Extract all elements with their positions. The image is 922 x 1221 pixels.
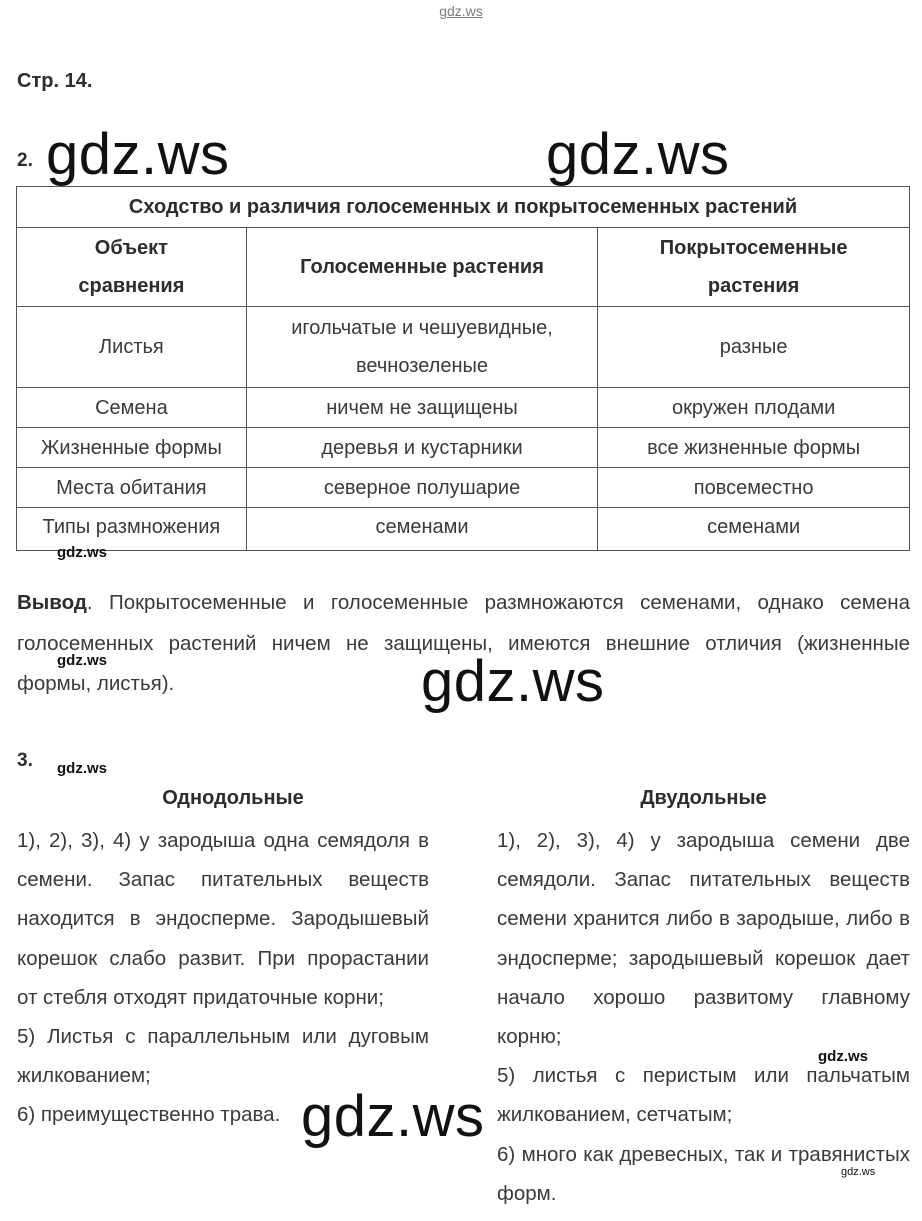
table-row — [17, 508, 910, 551]
page-label: Стр. 14. — [17, 70, 93, 92]
watermark-top: gdz.ws — [439, 3, 483, 19]
cell-angio: семенами — [598, 508, 910, 551]
monocots-paragraph: 6) преимущественно трава. — [17, 1103, 281, 1127]
task-3-number: 3. — [17, 750, 33, 771]
header-object: Объект сравнения — [17, 228, 247, 307]
watermark-small: gdz.ws — [57, 652, 108, 669]
cell-gymno: деревья и кустарники — [246, 428, 598, 468]
cell-angio: повсеместно — [598, 468, 910, 508]
dicots-paragraph: 6) много как древесных, так и травянистых форм. — [497, 1142, 910, 1205]
header-angiosperms: Покрытосеменные растения — [598, 228, 910, 307]
cell-gymno: игольчатые и чешуевидные, вечнозеленые — [246, 307, 598, 388]
dicots-title: Двудольные — [640, 787, 767, 809]
table-title: Сходство и различия голосеменных и покрытосеменных растений — [17, 187, 910, 228]
table-header-row — [17, 228, 910, 307]
watermark-small: gdz.ws — [57, 760, 108, 777]
watermark-tiny: gdz.ws — [841, 1166, 876, 1178]
table-row — [17, 388, 910, 428]
table-title-row — [17, 187, 910, 228]
conclusion-text: . Покрытосеменные и голосеменные размножаются семенами, однако семена голосеменных растений ничем не защищены, имеются внешние отличия (жизненные формы, листья). — [17, 591, 910, 695]
monocots-paragraph: 1), 2), 3), 4) у зародыша одна семядоля в семени. Запас питательных веществ находится в эндосперме. Зародышевый корешок слабо развит. При прорастании от стебля отходят придаточные корни; — [17, 829, 429, 1009]
cell-gymno: северное полушарие — [246, 468, 598, 508]
cell-angio: все жизненные формы — [598, 428, 910, 468]
table-row — [17, 307, 910, 388]
task-2-number: 2. — [17, 150, 33, 171]
monocots-title: Однодольные — [162, 787, 304, 809]
dicots-paragraph: 1), 2), 3), 4) у зародыша семени две семядоли. Запас питательных веществ семени хранится либо в зародыше, либо в эндосперме; зародышевый корешок дает начало хорошо развитому главному корню; — [497, 829, 910, 1049]
cell-angio: разные — [598, 307, 910, 388]
watermark-small: gdz.ws — [57, 544, 108, 561]
header-gymnosperms: Голосеменные растения — [246, 228, 598, 307]
watermark-large: gdz.ws — [421, 649, 605, 714]
cell-object: Жизненные формы — [17, 428, 247, 468]
conclusion-label: Вывод — [17, 591, 87, 614]
cell-gymno: ничем не защищены — [246, 388, 598, 428]
watermark-large: gdz.ws — [46, 122, 230, 187]
table-row — [17, 468, 910, 508]
dicots-text — [497, 821, 910, 1213]
monocots-paragraph: 5) Листья с параллельным или дуговым жилкованием; — [17, 1025, 429, 1088]
dicots-paragraph: 5) листья с перистым или пальчатым жилкованием, сетчатым; — [497, 1064, 910, 1127]
cell-object: Места обитания — [17, 468, 247, 508]
comparison-table — [16, 186, 910, 551]
cell-object: Листья — [17, 307, 247, 388]
cell-object: Типы размножения — [17, 508, 247, 551]
watermark-small: gdz.ws — [818, 1048, 869, 1065]
watermark-large: gdz.ws — [546, 122, 730, 187]
cell-gymno: семенами — [246, 508, 598, 551]
watermark-large: gdz.ws — [301, 1084, 485, 1149]
cell-object: Семена — [17, 388, 247, 428]
table-row — [17, 428, 910, 468]
cell-angio: окружен плодами — [598, 388, 910, 428]
